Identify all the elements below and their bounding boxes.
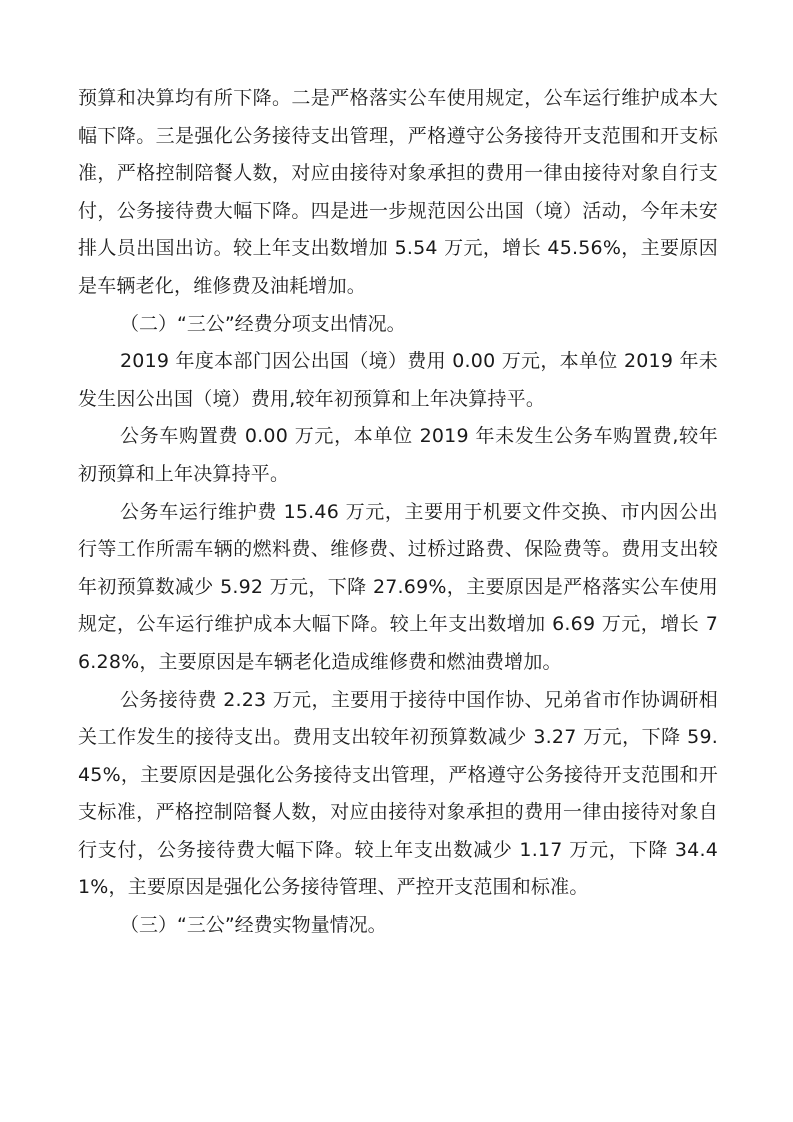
section-heading-2: （二）“三公”经费分项支出情况。 [120, 312, 406, 335]
document-body [78, 80, 718, 945]
body-paragraph-travel-abroad: 2019 年度本部门因公出国（境）费用 0.00 万元，本单位 2019 年未发生因公出国（境）费用,较年初预算和上年决算持平。 [78, 350, 718, 410]
body-paragraph-reception: 公务接待费 2.23 万元，主要用于接待中国作协、兄弟省市作协调研相关工作发生的接待支出。费用支出较年初预算数减少 3.27 万元，下降 59.45%，主要原因是强化公务接待支出管理，严格遵守公务接待开支范围和开支标准，严格控制陪餐人数，对应由接待对象承担的费用一律由接待对象自行支付，公务接待费大幅下降。较上年支出数减少 1.17 万元，下降 34.41%，主要原因是强化公务接待管理、严控开支范围和标准。 [78, 688, 718, 899]
section-heading-3: （三）“三公”经费实物量情况。 [120, 914, 387, 937]
body-paragraph-continued: 预算和决算均有所下降。二是严格落实公车使用规定，公车运行维护成本大幅下降。三是强化公务接待支出管理，严格遵守公务接待开支范围和开支标准，严格控制陪餐人数，对应由接待对象承担的费用一律由接待对象自行支付，公务接待费大幅下降。四是进一步规范因公出国（境）活动，今年未安排人员出国出访。较上年支出数增加 5.54 万元，增长 45.56%，主要原因是车辆老化，维修费及油耗增加。 [78, 87, 718, 297]
body-paragraph-vehicle-maintenance: 公务车运行维护费 15.46 万元，主要用于机要文件交换、市内因公出行等工作所需车辆的燃料费、维修费、过桥过路费、保险费等。费用支出较年初预算数减少 5.92 万元，下降 27.69%，主要原因是严格落实公车使用规定，公车运行维护成本大幅下降。较上年支出数增加 6.69 万元，增长 76.28%，主要原因是车辆老化造成维修费和燃油费增加。 [78, 500, 718, 673]
body-paragraph-vehicle-purchase: 公务车购置费 0.00 万元，本单位 2019 年未发生公务车购置费,较年初预算和上年决算持平。 [78, 425, 718, 485]
